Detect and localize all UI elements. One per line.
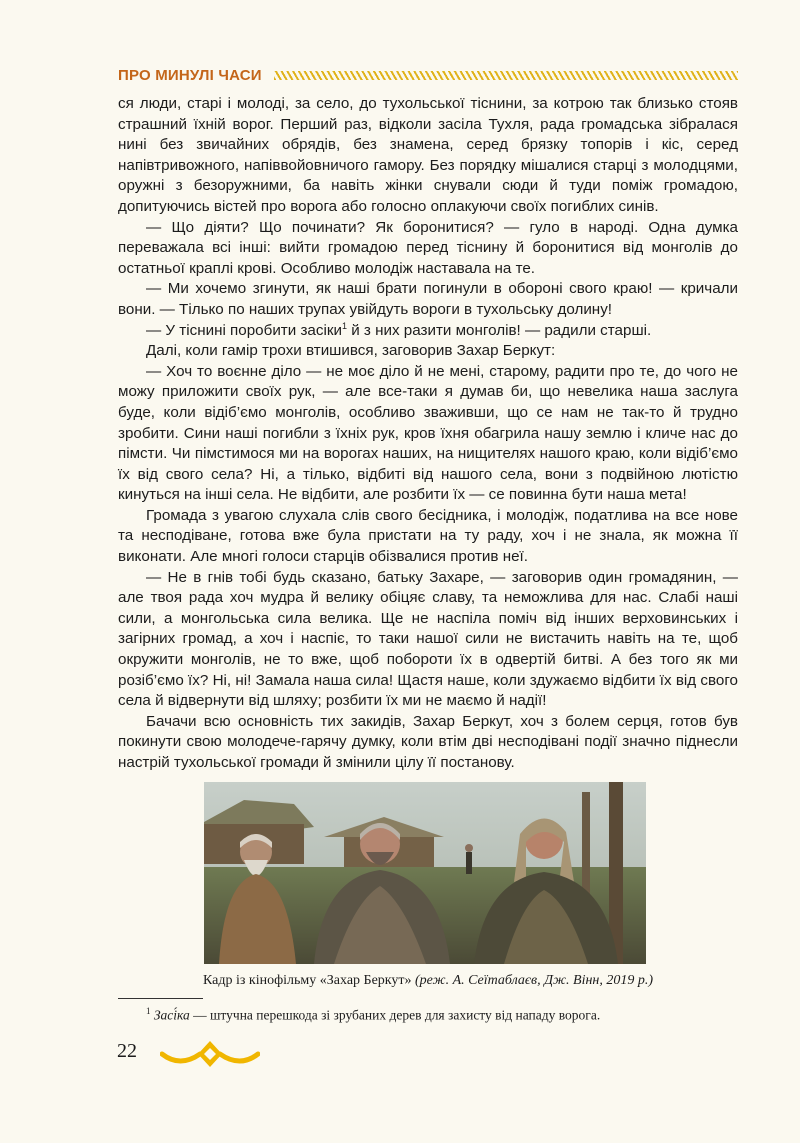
caption-credits: (реж. А. Сеїтаблаєв, Дж. Вінн, 2019 р.) xyxy=(415,973,654,988)
paragraph: ся люди, старі і молоді, за село, до тухольської тіснини, за котрою так близько стояв страшний їхній ворог. Перший раз, відколи засіла Тухля, рада громадська зібралася нині без звичайних обрядів, без знамена, серед брязку топорів і кіс, серед напівтривожного, напіввойовничого гамору. Без порядку мішалися старці з молодцями, оружні з безоружними, ба навіть жінки снували сюди й туди поміж громадою, допитуючись вістей про ворога або голосно оплакуючи своїх погиблих синів. xyxy=(118,95,738,215)
section-title: ПРО МИНУЛІ ЧАСИ xyxy=(118,66,262,84)
page-number: 22 xyxy=(117,1040,137,1062)
footnote xyxy=(146,1006,746,1024)
footnote-term: Засі́ка xyxy=(153,1007,190,1023)
paragraph: Далі, коли гамір трохи втишився, заговорив Захар Беркут: xyxy=(146,342,556,360)
paragraph: — Що діяти? Що починати? Як боронитися? — гуло в народі. Одна думка переважала всі інші: вийти громадою перед тіснину й боронитися від монголів до остатньої краплі крові. Особливо молодіж наставала на те. xyxy=(118,218,738,277)
paragraph: — Хоч то воєнне діло — не моє діло й не мені, старому, радити про те, до чого не можу приложити своїх рук, — але все-таки я думав би, що невелика наша заслуга буде, коли відіб’ємо монголів, особливо зваживши, що се нам не так-то й трудно зробити. Сини наші погибли з їхніх рук, кров їхня обагрила нашу землю і кличе нас до пімсти. Чи пімстимося ми на ворогах наших, на нищителях нашого краю, коли відіб’ємо їх від свого села? Ні, а тілько, відбиті від нашого села, вони з подвійною лютістю кинуться на інші села. Не відбити, але розбити їх — се повинна бути наша мета! xyxy=(118,362,738,504)
paragraph: — Ми хочемо згинути, як наші брати погинули в обороні свого краю! — кричали вони. — Тілько по наших трупах увійдуть вороги в тухольську долину! xyxy=(118,280,738,318)
running-header xyxy=(118,64,738,86)
footnote-text: — штучна перешкода зі зрубаних дерев для захисту від нападу ворога. xyxy=(189,1007,601,1023)
film-still-illustration xyxy=(204,782,646,964)
paragraph xyxy=(118,321,738,342)
paragraph: — Не в гнів тобі будь сказано, батьку Захаре, — заговорив один громадянин, — але твоя рада хоч мудра й велику обіцяє славу, та неможлива для нас. Слабі наші сили, а монгольська сила велика. Ще не наспіла поміч від інших верховинських і загірних громад, а хоч і наспіє, то таки нашої сили не вистачить навіть на те, щоб окружити монголів, не то вже, щоб побороти їх в одвертій битві. А без того як ми розіб’ємо їх? Ні, ні! Замала наша сила! Щастя наше, коли здужаємо відбити їх від свого села й відвернути від шляху; розбити їх ми не маємо й надії! xyxy=(118,568,738,710)
footnote-reference[interactable]: 1 xyxy=(341,320,347,331)
image-caption xyxy=(118,973,738,989)
film-still-image xyxy=(204,782,646,964)
paragraph: Бачачи всю основність тих закидів, Захар Беркут, хоч з болем серця, готов був покинути свою молодече-гарячу думку, коли втім дві несподівані події значно піднесли настрій тухольської громади й змінили цілу її постанову. xyxy=(118,712,738,771)
main-text xyxy=(118,94,738,774)
footnote-divider xyxy=(118,998,203,999)
paragraph: Громада з увагою слухала слів свого бесідника, і молодіж, податлива на все нове та несподіване, готова вже була пристати на ту раду, хоч і не знала, як можна її виконати. Але многі голоси старців обізвалися против неї. xyxy=(118,506,738,566)
header-decorative-stripe xyxy=(274,71,738,80)
paragraph-text: — У тіснині поробити засіки xyxy=(146,321,342,339)
decorative-ornament-icon xyxy=(160,1038,260,1070)
paragraph-text: й з них разити монголів! — радили старші. xyxy=(351,321,652,339)
footnote-marker: 1 xyxy=(146,1006,151,1016)
caption-title: Кадр із кінофільму «Захар Беркут» xyxy=(202,973,412,988)
